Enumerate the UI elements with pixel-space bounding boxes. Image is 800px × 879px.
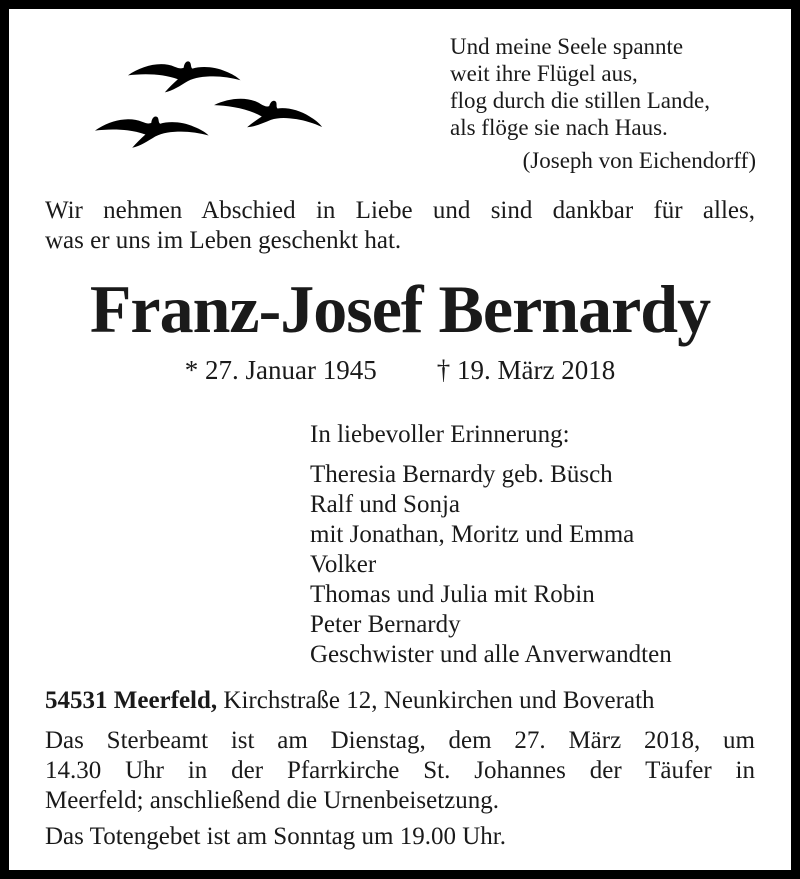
text-line: Thomas und Julia mit Robin	[310, 581, 595, 608]
text-line: Meerfeld; anschließend die Urnenbeisetzung.	[45, 787, 499, 814]
header-section	[45, 33, 755, 196]
mourners-list	[310, 460, 755, 670]
text-line: Peter Bernardy	[310, 611, 461, 638]
text-line: Volker	[310, 551, 377, 578]
text-line: Und meine Seele spannte	[450, 34, 684, 59]
text-line: weit ihre Flügel aus,	[450, 61, 638, 86]
prayer-line: Das Totengebet ist am Sonntag um 19.00 Uhr.	[45, 823, 506, 850]
text-line: flog durch die stillen Lande,	[450, 88, 710, 113]
poem-attribution: (Joseph von Eichendorff)	[522, 148, 756, 173]
text-line: Das Sterbeamt ist am Dienstag, dem 27. März 2018, um	[45, 727, 755, 754]
service-paragraph	[45, 726, 755, 816]
bird-icon	[128, 61, 241, 92]
text-line: Ralf und Sonja	[310, 491, 460, 518]
bird-icon	[211, 92, 325, 139]
death-date: † 19. März 2018	[436, 355, 616, 385]
text-line: was er uns im Leben geschenkt hat.	[45, 227, 402, 254]
deceased-name: Franz-Josef Bernardy	[89, 271, 711, 347]
intro-paragraph	[45, 196, 755, 256]
address-line	[45, 686, 755, 716]
text-line: 14.30 Uhr in der Pfarrkirche St. Johannes der Täufer in	[45, 757, 755, 784]
birth-date: * 27. Januar 1945	[184, 355, 377, 385]
poem	[450, 33, 756, 174]
bird-icon	[95, 116, 209, 147]
address-postal-city: 54531 Meerfeld,	[45, 687, 218, 714]
text-line: Geschwister und alle Anverwandten	[310, 641, 672, 668]
poem-lines	[450, 33, 756, 141]
text-line: Theresia Bernardy geb. Büsch	[310, 461, 613, 488]
flying-birds-icon	[93, 55, 333, 155]
life-dates	[45, 354, 755, 386]
text-line: als flöge sie nach Haus.	[450, 115, 668, 140]
text-line: mit Jonathan, Moritz und Emma	[310, 521, 635, 548]
remembrance-heading: In liebevoller Erinnerung:	[310, 421, 570, 448]
text-line: Wir nehmen Abschied in Liebe und sind dankbar für alles,	[45, 197, 755, 224]
address-details: Kirchstraße 12, Neunkirchen und Boverath	[223, 687, 655, 714]
